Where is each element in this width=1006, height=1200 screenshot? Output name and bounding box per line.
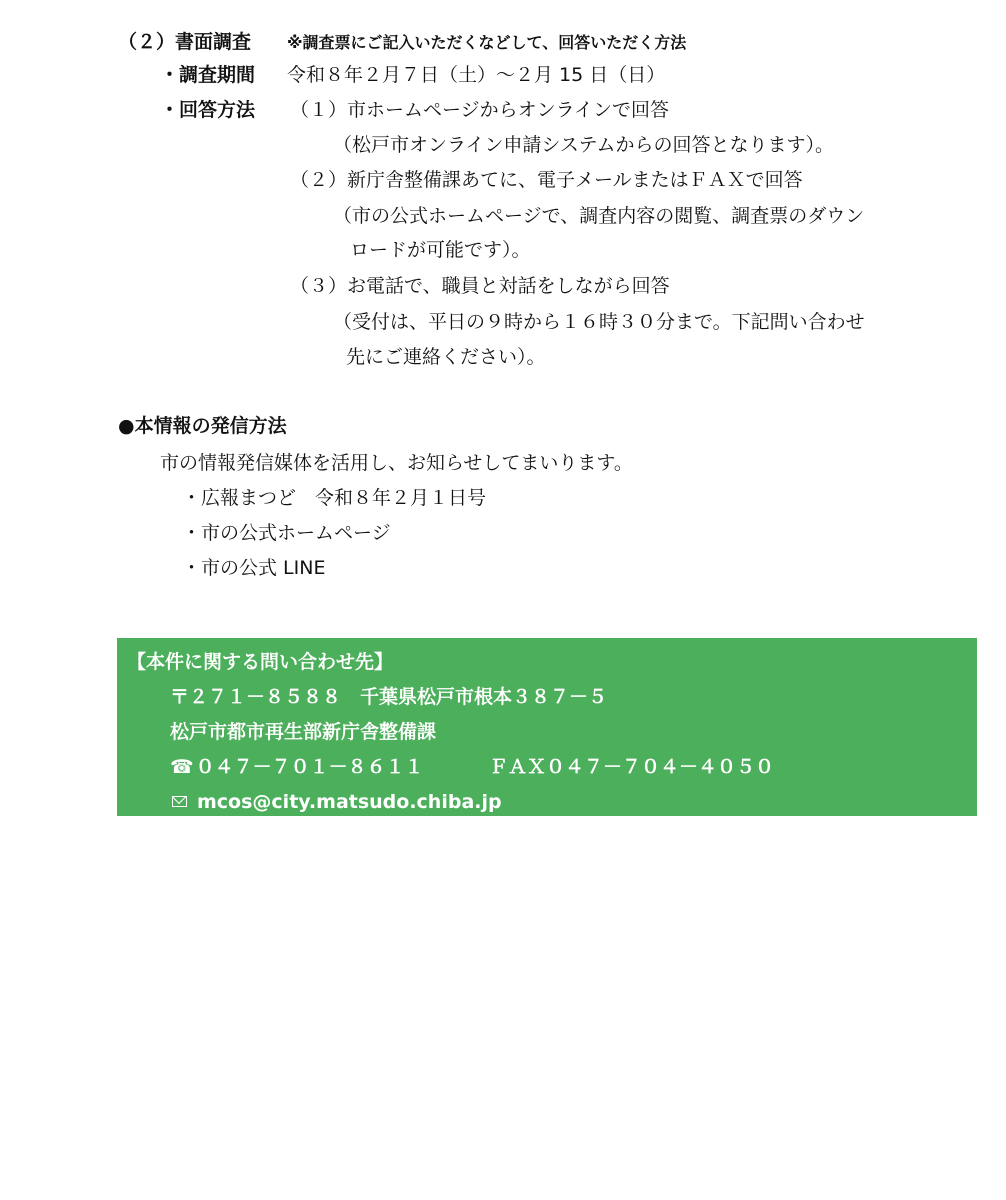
contact-heading: 【本件に関する問い合わせ先】 xyxy=(127,651,394,673)
publicity-item: ・市の公式 LINE xyxy=(182,557,326,579)
method-item-title: （３）お電話で、職員と対話をしながら回答 xyxy=(290,275,670,297)
contact-fax: ＦＡＸ０４７－７０４－４０５０ xyxy=(489,756,775,778)
method-label: ・回答方法 xyxy=(160,99,256,121)
mail-icon xyxy=(172,796,187,807)
contact-email[interactable]: mcos@city.matsudo.chiba.jp xyxy=(197,791,502,813)
publicity-intro: 市の情報発信媒体を活用し、お知らせしてまいります。 xyxy=(160,452,633,474)
method-item-detail: 先にご連絡ください）。 xyxy=(346,346,546,368)
method-item-detail: （受付は、平日の９時から１６時３０分まで。下記問い合わせ xyxy=(333,311,865,333)
phone-icon: ☎ xyxy=(170,756,194,778)
contact-phone[interactable]: ０４７－７０１－８６１１ xyxy=(195,756,424,778)
contact-phone-row xyxy=(170,755,424,779)
publicity-heading: ●本情報の発信方法 xyxy=(118,415,287,437)
method-item-detail: （松戸市オンライン申請システムからの回答となります）。 xyxy=(333,134,835,156)
publicity-item: ・広報まつど 令和８年２月１日号 xyxy=(182,487,487,509)
method-item-title: （２）新庁舎整備課あてに、電子メールまたはＦＡＸで回答 xyxy=(290,169,803,191)
period-label: ・調査期間 xyxy=(160,64,256,86)
publicity-item: ・市の公式ホームページ xyxy=(182,522,391,544)
contact-department: 松戸市都市再生部新庁舎整備課 xyxy=(170,721,437,743)
contact-box xyxy=(117,638,977,816)
survey-heading-note: ※調査票にご記入いただくなどして、回答いただく方法 xyxy=(287,33,687,52)
method-item-detail: （市の公式ホームページで、調査内容の閲覧、調査票のダウン xyxy=(333,205,865,227)
method-item-detail: ロードが可能です）。 xyxy=(350,239,531,261)
method-item-title: （１）市ホームページからオンラインで回答 xyxy=(290,99,670,121)
contact-address: 〒２７１－８５８８ 千葉県松戸市根本３８７－５ xyxy=(170,686,608,708)
survey-heading: （２）書面調査 xyxy=(118,31,252,53)
period-value: 令和８年２月７日（土）～２月 15 日（日） xyxy=(287,64,666,86)
contact-email-row xyxy=(172,790,502,814)
